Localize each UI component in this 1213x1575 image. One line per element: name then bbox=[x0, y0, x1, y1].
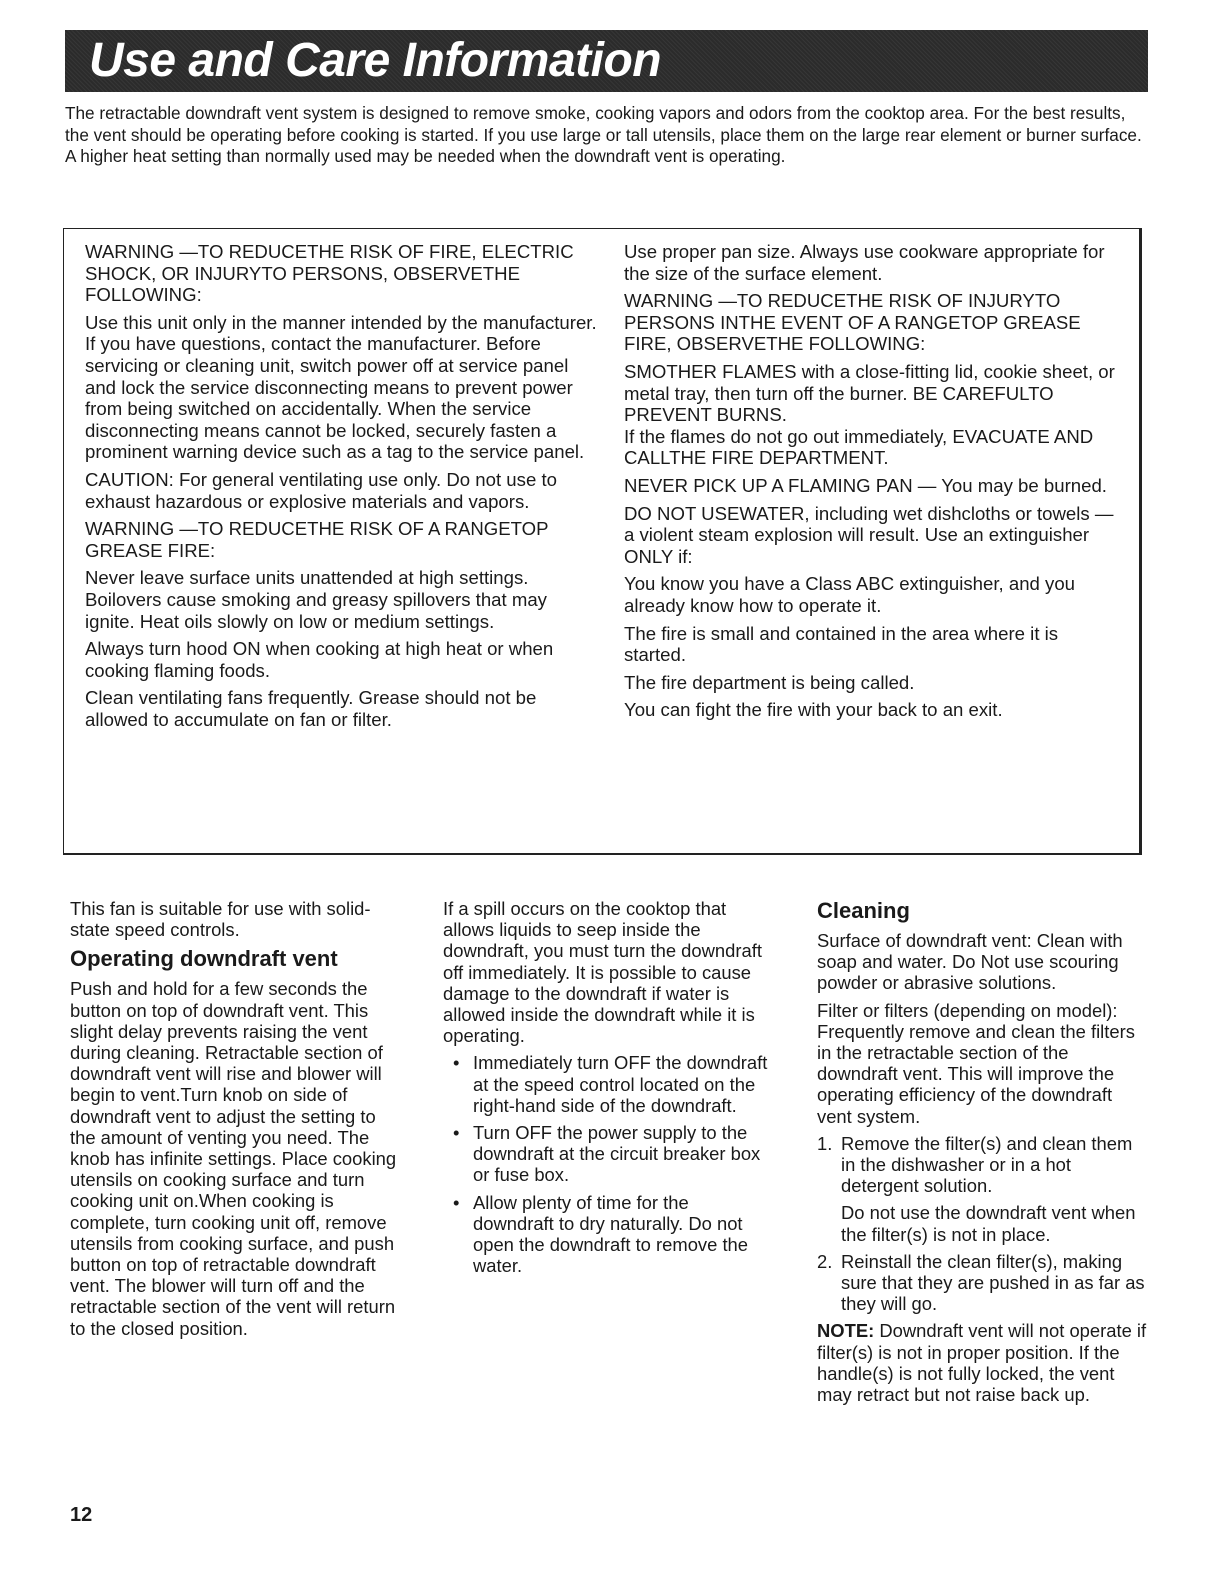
intro-paragraph: The retractable downdraft vent system is designed to remove smoke, cooking vapors and odors from the cooktop area. For the best results, the vent should be operating before cooking is started. If you use large or tall utensils, place them on the large rear element or burner surface. A higher heat setting than normally used may be needed when the downdraft vent is operating. bbox=[65, 103, 1142, 166]
header-banner bbox=[65, 30, 1148, 92]
operating-instructions: Push and hold for a few seconds the button on top of downdraft vent. This slight delay prevents raising the vent during cleaning. Retractable section of downdraft vent will rise and blower will begin to vent.Turn knob on side of downdraft vent to adjust the setting to the amount of venting you need. The knob has infinite settings. Place cooking utensils on cooking surface and turn cooking unit on.When cooking is complete, turn cooking unit off, remove utensils from cooking surface, and push button on top of retractable downdraft vent. The blower will turn off and the retractable section of the vent will return to the closed position. bbox=[70, 978, 397, 1339]
bullet-icon: • bbox=[453, 1122, 460, 1144]
note-paragraph bbox=[817, 1320, 1147, 1405]
list-item-text: Immediately turn OFF the downdraft at the speed control located on the right-hand side of the downdraft. bbox=[473, 1052, 768, 1116]
warning-heading: WARNING —TO REDUCETHE RISK OF FIRE, ELECTRIC SHOCK, OR INJURYTO PERSONS, OBSERVETHE FOLLOWING: bbox=[85, 241, 574, 306]
spill-column bbox=[443, 898, 773, 1282]
warning-paragraph: You know you have a Class ABC extinguisher, and you already know how to operate it. bbox=[624, 573, 1076, 616]
bullet-icon: • bbox=[453, 1191, 460, 1213]
list-item bbox=[453, 1192, 773, 1277]
warning-paragraph: If the flames do not go out immediately, EVACUATE AND CALLTHE FIRE DEPARTMENT. bbox=[624, 425, 1094, 469]
note-label: NOTE: bbox=[817, 1320, 875, 1342]
page-title: Use and Care Information bbox=[89, 34, 662, 87]
warning-right-column bbox=[624, 241, 1124, 727]
warning-paragraph: Use this unit only in the manner intended by the manufacturer. If you have questions, contact the manufacturer. Before servicing or cleaning unit, switch power off at service panel and lock the service disconnecting means to prevent power from being switched on accidentally. When the service disconnecting means cannot be locked, securely fasten a prominent warning device such as a tag to the service panel. bbox=[85, 311, 597, 463]
note-text: Downdraft vent will not operate if filter(s) is not in proper position. If the handle(s) is not fully locked, the vent may retract but not raise back up. bbox=[817, 1320, 1147, 1406]
spill-steps-list bbox=[443, 1052, 773, 1276]
warning-heading: WARNING —TO REDUCETHE RISK OF A RANGETOP GREASE FIRE: bbox=[85, 518, 549, 561]
caution-paragraph: CAUTION: For general ventilating use only. Do not use to exhaust hazardous or explosive materials and vapors. bbox=[85, 468, 557, 512]
list-item bbox=[453, 1122, 773, 1186]
cleaning-filter-text: Filter or filters (depending on model): Frequently remove and clean the filters in the retractable section of the downdraft vent. This will improve the operating efficiency of the downdraft vent system. bbox=[817, 999, 1135, 1127]
cleaning-steps-list bbox=[817, 1133, 1147, 1315]
spill-intro: If a spill occurs on the cooktop that allows liquids to seep inside the downdraft, you must turn the downdraft off immediately. It is possible to cause damage to the downdraft if water is allowed inside the downdraft while it is operating. bbox=[443, 898, 762, 1047]
safety-warning-box bbox=[63, 228, 1142, 855]
warning-paragraph: Never leave surface units unattended at high settings. Boilovers cause smoking and greasy spillovers that may ignite. Heat oils slowly on low or medium settings. bbox=[85, 567, 547, 632]
warning-paragraph: The fire is small and contained in the area where it is started. bbox=[624, 622, 1059, 666]
warning-heading: WARNING —TO REDUCETHE RISK OF INJURYTO PERSONS INTHE EVENT OF A RANGETOP GREASE FIRE, OBSERVETHE FOLLOWING: bbox=[624, 290, 1081, 355]
page-number: 12 bbox=[70, 1504, 93, 1526]
list-item-text: Allow plenty of time for the downdraft to dry naturally. Do not open the downdraft to remove the water. bbox=[473, 1191, 749, 1277]
list-item bbox=[817, 1251, 1147, 1315]
list-item-text: Turn OFF the power supply to the downdraft at the circuit breaker box or fuse box. bbox=[473, 1122, 761, 1186]
warning-paragraph: Use proper pan size. Always use cookware appropriate for the size of the surface element. bbox=[624, 241, 1105, 284]
warning-paragraph: Clean ventilating fans frequently. Grease should not be allowed to accumulate on fan or filter. bbox=[85, 687, 537, 730]
fan-suitability-text: This fan is suitable for use with solid-state speed controls. bbox=[70, 898, 371, 941]
cleaning-column bbox=[817, 898, 1147, 1411]
step-text: Reinstall the clean filter(s), making sure that they are pushed in as far as they will go. bbox=[841, 1250, 1145, 1315]
step-subtext: Do not use the downdraft vent when the filter(s) is not in place. bbox=[841, 1202, 1136, 1245]
list-item bbox=[453, 1052, 773, 1116]
operating-heading: Operating downdraft vent bbox=[70, 946, 338, 972]
warning-paragraph: NEVER PICK UP A FLAMING PAN — You may be burned. bbox=[624, 474, 1107, 496]
operating-column bbox=[70, 898, 400, 1345]
warning-paragraph: SMOTHER FLAMES with a close-fitting lid, cookie sheet, or metal tray, then turn off the burner. BE CAREFULTO PREVENT BURNS. bbox=[624, 360, 1115, 426]
warning-left-column bbox=[85, 241, 597, 736]
warning-paragraph: Always turn hood ON when cooking at high heat or when cooking flaming foods. bbox=[85, 638, 554, 681]
warning-paragraph: You can fight the fire with your back to an exit. bbox=[624, 699, 1003, 721]
warning-paragraph: The fire department is being called. bbox=[624, 671, 915, 693]
step-text: Remove the filter(s) and clean them in the dishwasher or in a hot detergent solution. bbox=[841, 1132, 1133, 1197]
cleaning-heading: Cleaning bbox=[817, 898, 910, 923]
list-item bbox=[817, 1133, 1147, 1245]
bullet-icon: • bbox=[453, 1052, 460, 1074]
cleaning-surface-text: Surface of downdraft vent: Clean with soap and water. Do Not use scouring powder or abrasive solutions. bbox=[817, 930, 1123, 994]
step-number: 1. bbox=[817, 1132, 833, 1154]
step-number: 2. bbox=[817, 1250, 833, 1272]
warning-paragraph: DO NOT USEWATER, including wet dishcloths or towels — a violent steam explosion will result. Use an extinguisher ONLY if: bbox=[624, 502, 1114, 567]
